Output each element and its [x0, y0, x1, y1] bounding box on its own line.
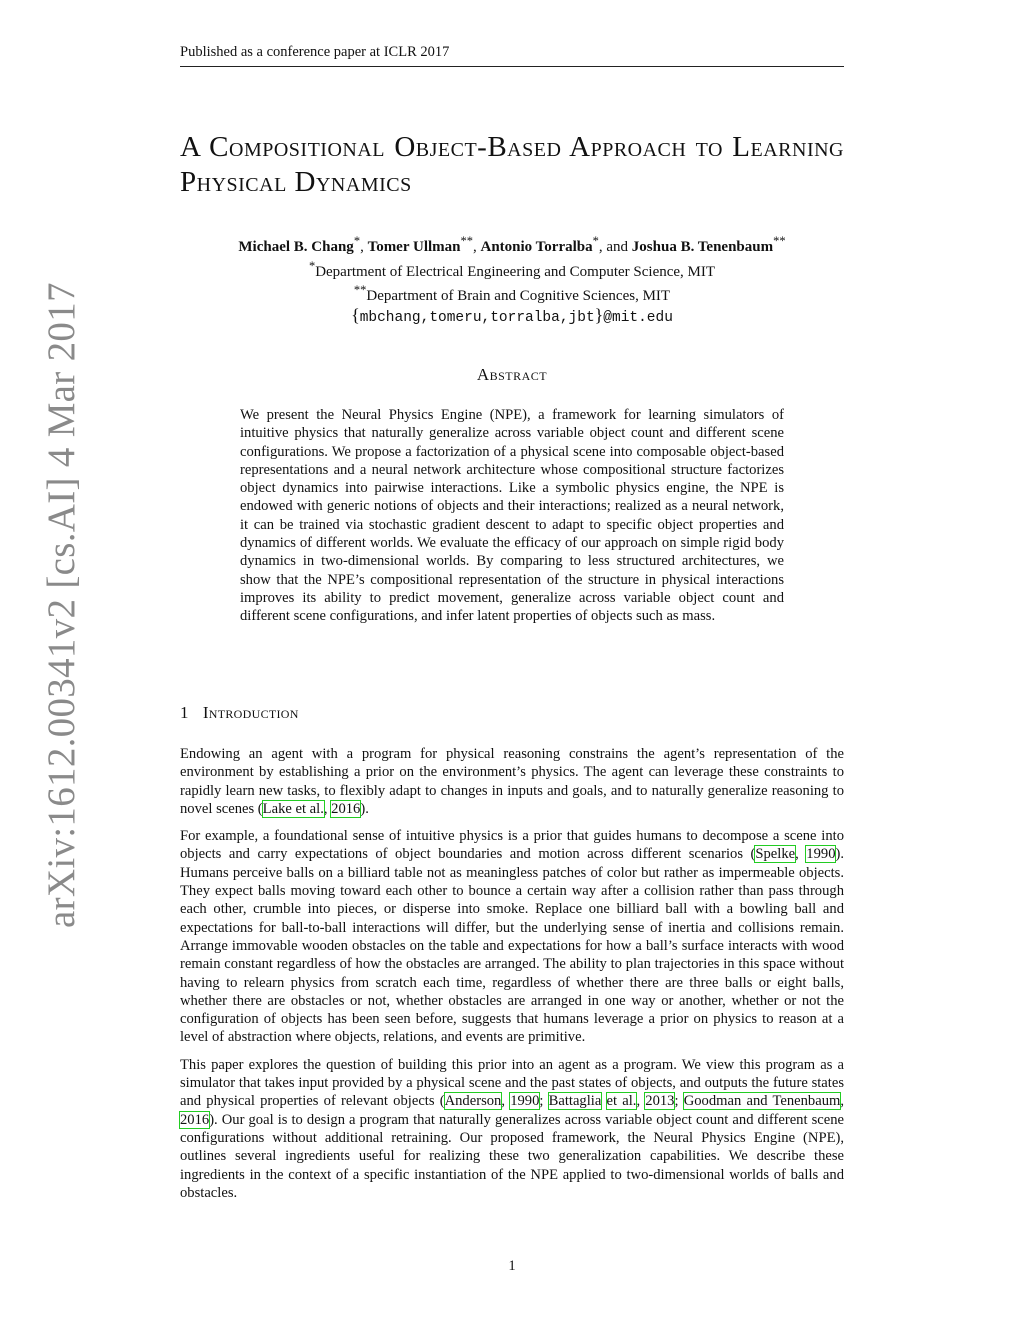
author-mark: *	[592, 234, 599, 248]
running-header: Published as a conference paper at ICLR 2017	[180, 44, 844, 67]
paragraph-text: This paper explores the question of building this prior into an agent as a program. We view this program as a simulator that takes input provided by a physical scene and the past states of objects, and outputs the future states and physical properties of relevant objects (	[180, 1056, 844, 1110]
author-mark: **	[460, 234, 473, 248]
citation-link[interactable]: 2016	[180, 1111, 210, 1128]
email-domain: @mit.edu	[603, 309, 673, 326]
email-line: {mbchang,tomeru,torralba,jbt}@mit.edu	[351, 304, 673, 326]
author-mark: *	[353, 234, 361, 248]
paragraph: For example, a foundational sense of intuitive physics is a prior that guides humans to decompose a scene into objects and carry expectations of object boundaries and motion across different scenarios (Spelke, 1990). Humans perceive balls on a billiard table not as meaningless patches of color but rather as impermeable objects. They expect balls moving toward each other to bounce a certain way after a collision rather than pass through each other, crumble into pieces, or disperse into smoke. Replace one billiard ball with a bowling ball and expectations for ball-to-ball interactions will differ, but the underlying sense of inertia and collisions remain. Arrange immovable wooden obstacles on the table and expectations for how a ball’s surface interacts with wood remain constant regardless of how the obstacles are arranged. The ability to plan trajectories in this space without having to relearn physics from scratch each time, regardless of whether there are three balls or eight balls, whether there are obstacles or not, whether obstacles are arranged in one way or another, whether or not the configuration of objects has been seen before, suggests that humans leverage a prior on physics to reason at a level of abstraction where objects, relations, and events are primitive.	[180, 828, 844, 1046]
affiliation-mark: *	[308, 258, 316, 273]
citation-link[interactable]: Lake et al.	[262, 800, 324, 817]
paragraph-text: ).	[360, 800, 369, 817]
author-conjunction: , and	[598, 239, 632, 255]
citation-link[interactable]: Battaglia	[548, 1093, 602, 1110]
author-block	[180, 232, 844, 327]
paragraph-text: For example, a foundational sense of intuitive physics is a prior that guides humans to decompose a scene into objects and carry expectations of object boundaries and motion across different scenarios (	[180, 828, 844, 863]
page-number: 1	[508, 1258, 516, 1274]
section-heading	[180, 703, 844, 723]
author-name: Tomer Ullman	[367, 239, 461, 255]
paragraph: Endowing an agent with a program for physical reasoning constrains the agent’s representation of the environment by establishing a prior on the environment’s physics. The agent can leverage these constraints to rapidly learn new tasks, to flexibly adapt to changes in inputs and goals, and to naturally generalize reasoning to novel scenes (Lake et al., 2016).	[180, 746, 844, 817]
author-name: Joshua B. Tenenbaum	[631, 239, 774, 255]
citation-link[interactable]: 1990	[510, 1093, 540, 1110]
affiliation-text: Department of Brain and Cognitive Sciences, MIT	[366, 288, 671, 304]
arxiv-stamp: arXiv:1612.00341v2 [cs.AI] 4 Mar 2017	[40, 282, 83, 928]
paragraph: This paper explores the question of building this prior into an agent as a program. We view this program as a simulator that takes input provided by a physical scene and the past states of objects, and outputs the future states and physical properties of relevant objects (Anderson, 1990; Battaglia et al., 2013; Goodman and Tenenbaum, 2016). Our goal is to design a program that naturally generalizes across variable object count and different scene configurations without additional retraining. Our proposed framework, the Neural Physics Engine (NPE), outlines several ingredients useful for realizing these two generalization capabilities. We describe these ingredients in the context of a specific instantiation of the NPE applied to two-dimensional worlds of balls and obstacles.	[180, 1056, 844, 1201]
author-mark: **	[773, 234, 786, 248]
affiliation	[180, 257, 844, 282]
section-title: Introduction	[202, 703, 299, 722]
paragraph-text: ). Our goal is to design a program that naturally generalizes across variable object count and different scene configurations without additional retraining. Our proposed framework, the Neural Physics Engine (NPE), outlines several ingredients useful for realizing these two generalization capabilities. We describe these ingredients in the context of a specific instantiation of the NPE applied to two-dimensional worlds of balls and obstacles.	[180, 1111, 844, 1201]
paper-title: A Compositional Object-Based Approach to Learning Physical Dynamics	[180, 131, 844, 198]
citation-link[interactable]: Goodman and Tenenbaum	[683, 1093, 841, 1110]
citation-link[interactable]: Spelke	[755, 846, 796, 863]
citation-link[interactable]: 1990	[806, 846, 836, 863]
email-users: mbchang,tomeru,torralba,jbt	[359, 309, 595, 326]
author-name: Michael B. Chang	[238, 239, 354, 255]
paragraph-text: Endowing an agent with a program for physical reasoning constrains the agent’s representation of the environment by establishing a prior on the environment’s physics. The agent can leverage these constraints to rapidly learn new tasks, to flexibly adapt to changes in inputs and goals, and to naturally generalize reasoning to novel scenes (	[180, 746, 844, 817]
citation-link[interactable]: 2013	[645, 1093, 675, 1110]
affiliation-text: Department of Electrical Engineering and Computer Science, MIT	[315, 263, 716, 280]
affiliation	[180, 281, 844, 306]
author-name: Antonio Torralba	[480, 239, 593, 255]
section-number: 1	[180, 703, 189, 722]
author-line: Michael B. Chang*, Tomer Ullman**, Antonio Torralba*, and Joshua B. Tenenbaum**	[238, 234, 786, 255]
body-text	[180, 745, 844, 1211]
affiliation-mark: **	[353, 283, 367, 297]
citation-link[interactable]: Anderson	[444, 1093, 502, 1110]
paragraph-text: ). Humans perceive balls on a billiard table not as meaningless patches of color but rather as impermeable objects. They expect balls moving toward each other to bounce a certain way after a collision rather than pass through each other, crumble into pieces, or disperse into smoke. Replace one billiard ball with a bowling ball and expectations for ball-to-ball interactions will differ, but the underlying sense of inertia and collisions remain. Arrange immovable wooden obstacles on the table and expectations for how a ball’s surface interacts with wood remain constant regardless of how the obstacles are arranged. The ability to plan trajectories in this space without having to relearn physics from scratch each time, regardless of whether there are three balls or eight balls, whether there are obstacles or not, whether obstacles are arranged in one way or another, whether or not the configuration of objects has been seen before, suggests that humans leverage a prior on physics to reason at a level of abstraction where objects, relations, and events are primitive.	[180, 846, 844, 1046]
citation-link[interactable]: et al.	[606, 1093, 637, 1110]
abstract-text: We present the Neural Physics Engine (NPE), a framework for learning simulators of intuitive physics that naturally generalize across variable object count and different scene configurations. We propose a factorization of a physical scene into composable object-based representations and a neural network architecture whose compositional structure factorizes object dynamics into pairwise interactions. Like a symbolic physics engine, the NPE is endowed with generic notions of objects and their interactions; realized as a neural network, it can be trained via stochastic gradient descent to adapt to specific object properties and dynamics of different worlds. We evaluate the efficacy of our approach on simple rigid body dynamics in two-dimensional worlds. By comparing to less structured architectures, we show that the NPE’s compositional representation of the structure in physical interactions improves its ability to predict movement, generalize across variable object count and different scene configurations, and infer latent properties of objects such as mass.	[240, 407, 784, 625]
abstract-heading: Abstract	[476, 365, 548, 384]
citation-link[interactable]: 2016	[331, 800, 361, 817]
